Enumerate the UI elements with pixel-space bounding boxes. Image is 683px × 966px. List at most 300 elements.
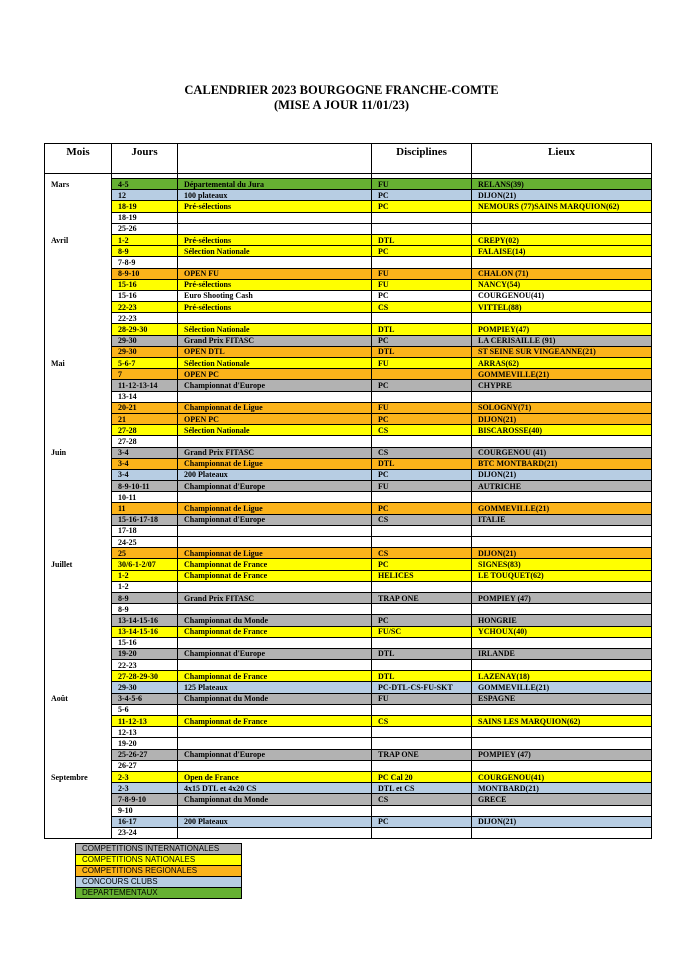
table-row [45,592,652,603]
competition-cell [178,313,372,324]
days-cell: 22-23 [112,313,178,324]
competition-cell: Championnat de France [178,626,372,637]
location-cell [472,738,652,749]
location-cell [472,537,652,548]
days-cell: 26-27 [112,760,178,771]
table-row [45,559,652,570]
competition-cell [178,257,372,268]
month-cell [45,257,112,268]
month-cell [45,760,112,771]
table-row [45,324,652,335]
days-cell: 15-16-17-18 [112,514,178,525]
table-row [45,302,652,313]
days-cell: 11 [112,503,178,514]
month-cell [45,604,112,615]
discipline-cell [372,223,472,234]
discipline-cell: CS [372,514,472,525]
month-cell [45,369,112,380]
days-cell: 15-16 [112,290,178,301]
discipline-cell [372,738,472,749]
days-cell: 29-30 [112,335,178,346]
days-cell: 22-23 [112,302,178,313]
month-cell [45,827,112,838]
table-row [45,503,652,514]
month-cell [45,313,112,324]
header-jours: Jours [112,144,178,174]
table-row [45,525,652,536]
discipline-cell: DTL [372,648,472,659]
month-cell [45,481,112,492]
month-cell [45,637,112,648]
days-cell: 11-12-13 [112,716,178,727]
month-cell [45,324,112,335]
month-cell [45,402,112,413]
table-row [45,693,652,704]
competition-cell: OPEN FU [178,268,372,279]
legend-label: DEPARTEMENTAUX [76,888,242,899]
table-row [45,425,652,436]
location-cell [472,805,652,816]
table-row [45,346,652,357]
legend-item [76,888,242,899]
competition-cell: Pré-sélections [178,279,372,290]
month-cell [45,537,112,548]
discipline-cell: PC [372,380,472,391]
legend-label: COMPETITIONS NATIONALES [76,855,242,866]
competition-cell: 4x15 DTL et 4x20 CS [178,783,372,794]
table-row [45,234,652,245]
table-row [45,380,652,391]
discipline-cell: CS [372,302,472,313]
days-cell: 12-13 [112,727,178,738]
competition-cell [178,581,372,592]
header-disciplines: Disciplines [372,144,472,174]
days-cell: 15-16 [112,637,178,648]
month-cell [45,335,112,346]
month-cell [45,548,112,559]
table-row [45,447,652,458]
month-cell [45,816,112,827]
competition-cell: Championnat de France [178,671,372,682]
location-cell [472,492,652,503]
legend-item [76,855,242,866]
discipline-cell: DTL [372,234,472,245]
days-cell: 19-20 [112,738,178,749]
competition-cell [178,436,372,447]
table-row [45,391,652,402]
discipline-cell: PC [372,246,472,257]
legend-label: COMPETITIONS INTERNATIONALES [76,844,242,855]
table-row [45,816,652,827]
competition-cell: Sélection Nationale [178,246,372,257]
month-cell [45,380,112,391]
location-cell: ST SEINE SUR VINGEANNE(21) [472,346,652,357]
location-cell: DIJON(21) [472,548,652,559]
month-cell: Mars [45,179,112,190]
month-cell [45,223,112,234]
calendar-body [45,174,652,839]
discipline-cell: DTL [372,346,472,357]
table-row [45,716,652,727]
month-cell [45,648,112,659]
days-cell: 4-5 [112,179,178,190]
table-row [45,201,652,212]
month-cell [45,458,112,469]
competition-cell [178,738,372,749]
table-row [45,581,652,592]
month-cell: Août [45,693,112,704]
discipline-cell [372,827,472,838]
competition-cell [178,727,372,738]
days-cell: 3-4 [112,447,178,458]
legend-label: COMPETITIONS REGIONALES [76,866,242,877]
month-cell: Septembre [45,771,112,782]
table-row [45,570,652,581]
month-cell [45,783,112,794]
discipline-cell: FU [372,402,472,413]
legend-item [76,877,242,888]
table-row [45,738,652,749]
competition-cell: Championnat d'Europe [178,380,372,391]
location-cell: POMPIEY (47) [472,749,652,760]
month-cell: Mai [45,358,112,369]
discipline-cell [372,604,472,615]
discipline-cell: PC [372,335,472,346]
location-cell: VITTEL(88) [472,302,652,313]
days-cell: 29-30 [112,346,178,357]
location-cell [472,760,652,771]
discipline-cell: PC [372,469,472,480]
location-cell [472,212,652,223]
table-row [45,369,652,380]
location-cell [472,391,652,402]
days-cell: 20-21 [112,402,178,413]
competition-cell: Départemental du Jura [178,179,372,190]
month-cell [45,492,112,503]
days-cell: 17-18 [112,525,178,536]
month-cell [45,615,112,626]
table-row [45,179,652,190]
month-cell [45,413,112,424]
table-row [45,682,652,693]
legend-item [76,866,242,877]
days-cell: 16-17 [112,816,178,827]
days-cell: 1-2 [112,570,178,581]
location-cell: CREPY(02) [472,234,652,245]
location-cell: SIGNES(83) [472,559,652,570]
discipline-cell [372,581,472,592]
competition-cell [178,637,372,648]
location-cell: COURGENOU(41) [472,290,652,301]
table-row [45,615,652,626]
month-cell [45,268,112,279]
month-cell [45,592,112,603]
table-row [45,637,652,648]
location-cell: RELANS(39) [472,179,652,190]
days-cell: 30/6-1-2/07 [112,559,178,570]
days-cell: 29-30 [112,682,178,693]
table-row [45,514,652,525]
discipline-cell [372,660,472,671]
competition-cell: 200 Plateaux [178,816,372,827]
table-row [45,704,652,715]
table-row [45,481,652,492]
competition-cell: Grand Prix FITASC [178,335,372,346]
competition-cell: Open de France [178,771,372,782]
table-row [45,268,652,279]
location-cell: SAINS LES MARQUION(62) [472,716,652,727]
competition-cell: Championnat du Monde [178,794,372,805]
days-cell: 8-9-10 [112,268,178,279]
discipline-cell [372,637,472,648]
discipline-cell: PC [372,190,472,201]
location-cell [472,313,652,324]
location-cell: FALAISE(14) [472,246,652,257]
month-cell [45,626,112,637]
location-cell: BTC MONTBARD(21) [472,458,652,469]
table-row [45,548,652,559]
days-cell: 18-19 [112,201,178,212]
discipline-cell: PC [372,503,472,514]
legend-item [76,844,242,855]
discipline-cell: CS [372,425,472,436]
month-cell [45,660,112,671]
location-cell: YCHOUX(40) [472,626,652,637]
month-cell [45,805,112,816]
location-cell: GOMMEVILLE(21) [472,682,652,693]
discipline-cell: TRAP ONE [372,592,472,603]
days-cell: 23-24 [112,827,178,838]
month-cell [45,246,112,257]
days-cell: 25-26-27 [112,749,178,760]
table-row [45,313,652,324]
month-cell [45,704,112,715]
location-cell [472,660,652,671]
competition-cell: Championnat de Ligue [178,402,372,413]
days-cell: 2-3 [112,783,178,794]
month-cell [45,749,112,760]
location-cell: CHALON (71) [472,268,652,279]
discipline-cell: FU [372,481,472,492]
days-cell: 3-4 [112,469,178,480]
discipline-cell: CS [372,548,472,559]
days-cell: 25 [112,548,178,559]
days-cell: 1-2 [112,581,178,592]
location-cell: CHYPRE [472,380,652,391]
table-row [45,648,652,659]
location-cell: GOMMEVILLE(21) [472,369,652,380]
location-cell: LA CERISAILLE (91) [472,335,652,346]
table-row [45,290,652,301]
competition-cell [178,827,372,838]
header-mois: Mois [45,144,112,174]
table-row [45,660,652,671]
header-lieux: Lieux [472,144,652,174]
days-cell: 7-8-9-10 [112,794,178,805]
discipline-cell [372,760,472,771]
days-cell: 28-29-30 [112,324,178,335]
table-row [45,604,652,615]
competition-cell: Grand Prix FITASC [178,447,372,458]
location-cell [472,827,652,838]
table-row [45,760,652,771]
location-cell: LAZENAY(18) [472,671,652,682]
discipline-cell: CS [372,716,472,727]
table-row [45,469,652,480]
competition-cell: Championnat du Monde [178,693,372,704]
table-row [45,537,652,548]
discipline-cell: FU [372,279,472,290]
competition-cell: OPEN PC [178,369,372,380]
competition-cell: Championnat de Ligue [178,458,372,469]
days-cell: 13-14 [112,391,178,402]
month-cell [45,212,112,223]
location-cell: NEMOURS (77)SAINS MARQUION(62) [472,201,652,212]
location-cell: COURGENOU (41) [472,447,652,458]
days-cell: 3-4 [112,458,178,469]
table-row [45,246,652,257]
competition-cell: Championnat du Monde [178,615,372,626]
competition-cell: OPEN DTL [178,346,372,357]
location-cell: POMPIEY(47) [472,324,652,335]
discipline-cell: TRAP ONE [372,749,472,760]
competition-cell: Championnat de France [178,570,372,581]
days-cell: 7-8-9 [112,257,178,268]
competition-cell [178,704,372,715]
location-cell [472,525,652,536]
table-row [45,783,652,794]
month-cell: Juillet [45,559,112,570]
location-cell: COURGENOU(41) [472,771,652,782]
month-cell [45,436,112,447]
location-cell [472,223,652,234]
header-competition [178,144,372,174]
table-header-row [45,144,652,174]
competition-cell [178,660,372,671]
days-cell: 18-19 [112,212,178,223]
days-cell: 1-2 [112,234,178,245]
location-cell: DIJON(21) [472,816,652,827]
table-row [45,727,652,738]
days-cell: 15-16 [112,279,178,290]
discipline-cell: HELICES [372,570,472,581]
days-cell: 2-3 [112,771,178,782]
month-cell [45,503,112,514]
location-cell: NANCY(54) [472,279,652,290]
discipline-cell [372,727,472,738]
month-cell [45,525,112,536]
table-row [45,402,652,413]
legend-label: CONCOURS CLUBS [76,877,242,888]
document-title: CALENDRIER 2023 BOURGOGNE FRANCHE-COMTE [184,83,499,97]
competition-cell: Pré-sélections [178,302,372,313]
discipline-cell: DTL et CS [372,783,472,794]
competition-cell [178,212,372,223]
table-row [45,492,652,503]
location-cell: DIJON(21) [472,413,652,424]
competition-cell [178,391,372,402]
location-cell: GOMMEVILLE(21) [472,503,652,514]
discipline-cell [372,313,472,324]
table-row [45,671,652,682]
discipline-cell [372,805,472,816]
discipline-cell: FU/SC [372,626,472,637]
competition-cell [178,525,372,536]
month-cell [45,279,112,290]
competition-cell: OPEN PC [178,413,372,424]
location-cell [472,604,652,615]
location-cell: AUTRICHE [472,481,652,492]
table-row [45,413,652,424]
month-cell: Avril [45,234,112,245]
calendar-table [44,143,652,839]
month-cell [45,716,112,727]
location-cell [472,704,652,715]
location-cell [472,257,652,268]
location-cell: IRLANDE [472,648,652,659]
month-cell [45,570,112,581]
table-row [45,223,652,234]
table-row [45,827,652,838]
days-cell: 10-11 [112,492,178,503]
location-cell [472,436,652,447]
discipline-cell: PC-DTL-CS-FU-SKT [372,682,472,693]
competition-cell [178,223,372,234]
days-cell: 12 [112,190,178,201]
location-cell: POMPIEY (47) [472,592,652,603]
discipline-cell: PC [372,201,472,212]
discipline-cell: FU [372,358,472,369]
discipline-cell: PC [372,816,472,827]
discipline-cell: DTL [372,324,472,335]
table-row [45,257,652,268]
days-cell: 9-10 [112,805,178,816]
competition-cell: 100 plateaux [178,190,372,201]
days-cell: 5-6-7 [112,358,178,369]
days-cell: 8-9 [112,604,178,615]
discipline-cell [372,369,472,380]
location-cell: HONGRIE [472,615,652,626]
month-cell [45,190,112,201]
competition-cell: Championnat de Ligue [178,548,372,559]
competition-cell [178,537,372,548]
days-cell: 8-9 [112,592,178,603]
month-cell [45,425,112,436]
discipline-cell [372,537,472,548]
table-row [45,794,652,805]
table-row [45,458,652,469]
table-row [45,626,652,637]
days-cell: 25-26 [112,223,178,234]
table-row [45,771,652,782]
discipline-cell: PC [372,615,472,626]
location-cell: ITALIE [472,514,652,525]
days-cell: 11-12-13-14 [112,380,178,391]
month-cell [45,302,112,313]
table-row [45,279,652,290]
competition-cell: Sélection Nationale [178,358,372,369]
competition-cell: Championnat d'Europe [178,514,372,525]
month-cell [45,581,112,592]
discipline-cell: PC [372,413,472,424]
discipline-cell: FU [372,268,472,279]
days-cell: 27-28-29-30 [112,671,178,682]
competition-cell: Grand Prix FITASC [178,592,372,603]
discipline-cell [372,436,472,447]
competition-cell: Championnat de France [178,559,372,570]
discipline-cell [372,704,472,715]
discipline-cell [372,391,472,402]
